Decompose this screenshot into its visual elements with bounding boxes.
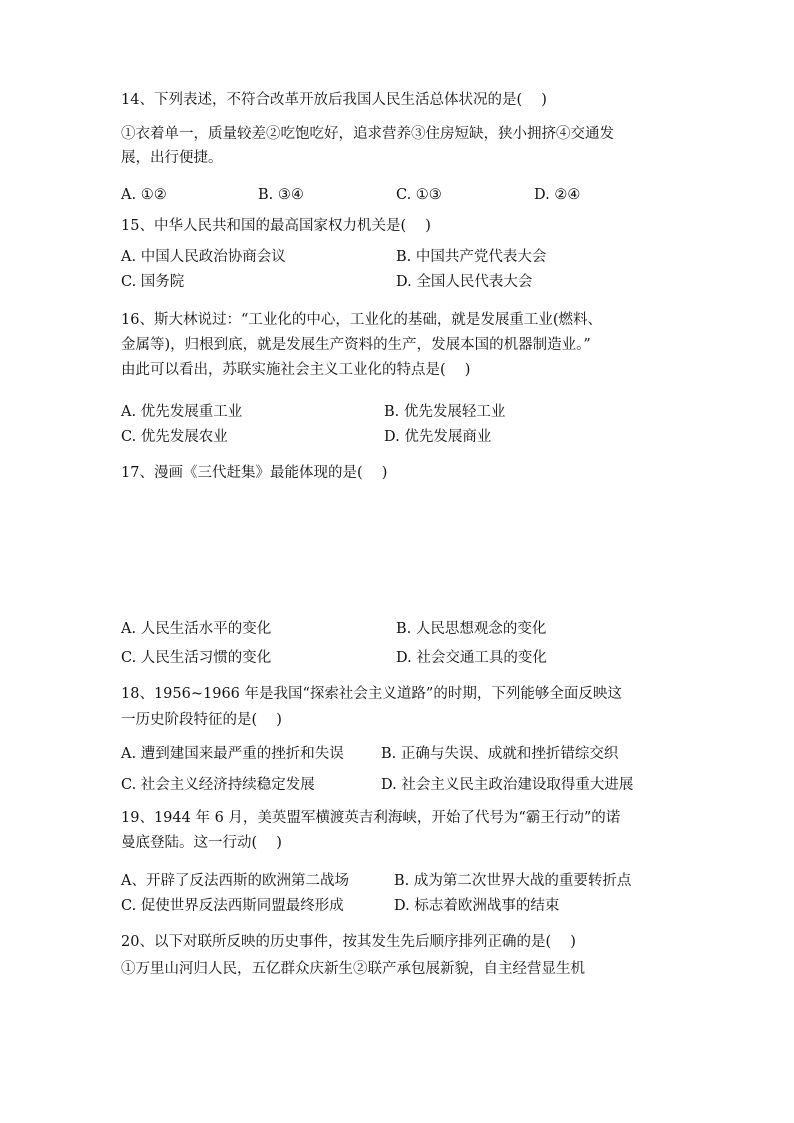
q14-option-c: C. ①③	[396, 187, 442, 203]
q17-cartoon-placeholder	[121, 492, 669, 602]
q18-option-b: B. 正确与失误、成就和挫折错综交织	[381, 746, 619, 762]
q19-option-d: D. 标志着欧洲战事的结束	[394, 898, 560, 914]
q17-option-c: C. 人民生活习惯的变化	[121, 650, 272, 666]
q17-option-b: B. 人民思想观念的变化	[396, 621, 547, 637]
q18-line1: 18、1956~1966 年是我国“探索社会主义道路”的时期，下列能够全面反映这	[121, 686, 622, 702]
q16-line3: 由此可以看出，苏联实施社会主义工业化的特点是( )	[121, 362, 471, 378]
q16-line1: 16、斯大林说过：“工业化的中心，工业化的基础，就是发展重工业(燃料、	[121, 312, 603, 328]
q19-option-c: C. 促使世界反法西斯同盟最终形成	[121, 898, 344, 914]
q17-option-a: A. 人民生活水平的变化	[121, 621, 272, 637]
q18-option-d: D. 社会主义民主政治建设取得重大进展	[381, 777, 634, 793]
q14-items-line2: 展，出行便捷。	[121, 150, 223, 166]
q14-items-line1: ①衣着单一，质量较差②吃饱吃好，追求营养③住房短缺，狭小拥挤④交通发	[121, 126, 614, 142]
q19-line2: 曼底登陆。这一行动( )	[121, 835, 282, 851]
q18-option-a: A. 遭到建国来最严重的挫折和失误	[121, 746, 344, 762]
q16-option-d: D. 优先发展商业	[384, 429, 492, 445]
q14-option-d: D. ②④	[534, 187, 581, 203]
q17-option-d: D. 社会交通工具的变化	[396, 650, 547, 666]
q16-option-a: A. 优先发展重工业	[121, 404, 243, 420]
q15-option-d: D. 全国人民代表大会	[396, 274, 533, 290]
q16-option-b: B. 优先发展轻工业	[384, 404, 506, 420]
q15-option-a: A. 中国人民政治协商会议	[121, 249, 286, 265]
q19-option-b: B. 成为第二次世界大战的重要转折点	[394, 873, 632, 889]
q19-line1: 19、1944 年 6 月，美英盟军横渡英吉利海峡，开始了代号为“霸王行动”的诺	[121, 810, 621, 826]
q15-option-c: C. 国务院	[121, 274, 185, 290]
q17-stem: 17、漫画《三代赶集》最能体现的是( )	[121, 465, 388, 481]
q16-line2: 金属等)，归根到底，就是发展生产资料的生产，发展本国的机器制造业。”	[121, 337, 591, 353]
q20-items-line1: ①万里山河归人民，五亿群众庆新生②联产承包展新貌，自主经营显生机	[121, 961, 585, 977]
q14-option-b: B. ③④	[258, 187, 304, 203]
q16-option-c: C. 优先发展农业	[121, 429, 228, 445]
q14-option-a: A. ①②	[121, 187, 167, 203]
q18-option-c: C. 社会主义经济持续稳定发展	[121, 777, 315, 793]
q15-stem: 15、中华人民共和国的最高国家权力机关是( )	[121, 218, 431, 234]
q14-stem: 14、下列表述，不符合改革开放后我国人民生活总体状况的是( )	[121, 92, 547, 108]
q15-option-b: B. 中国共产党代表大会	[396, 249, 547, 265]
q20-stem: 20、以下对联所反映的历史事件，按其发生先后顺序排列正确的是( )	[121, 934, 576, 950]
q19-option-a: A、开辟了反法西斯的欧洲第二战场	[121, 873, 349, 889]
q18-line2: 一历史阶段特征的是( )	[121, 712, 282, 728]
